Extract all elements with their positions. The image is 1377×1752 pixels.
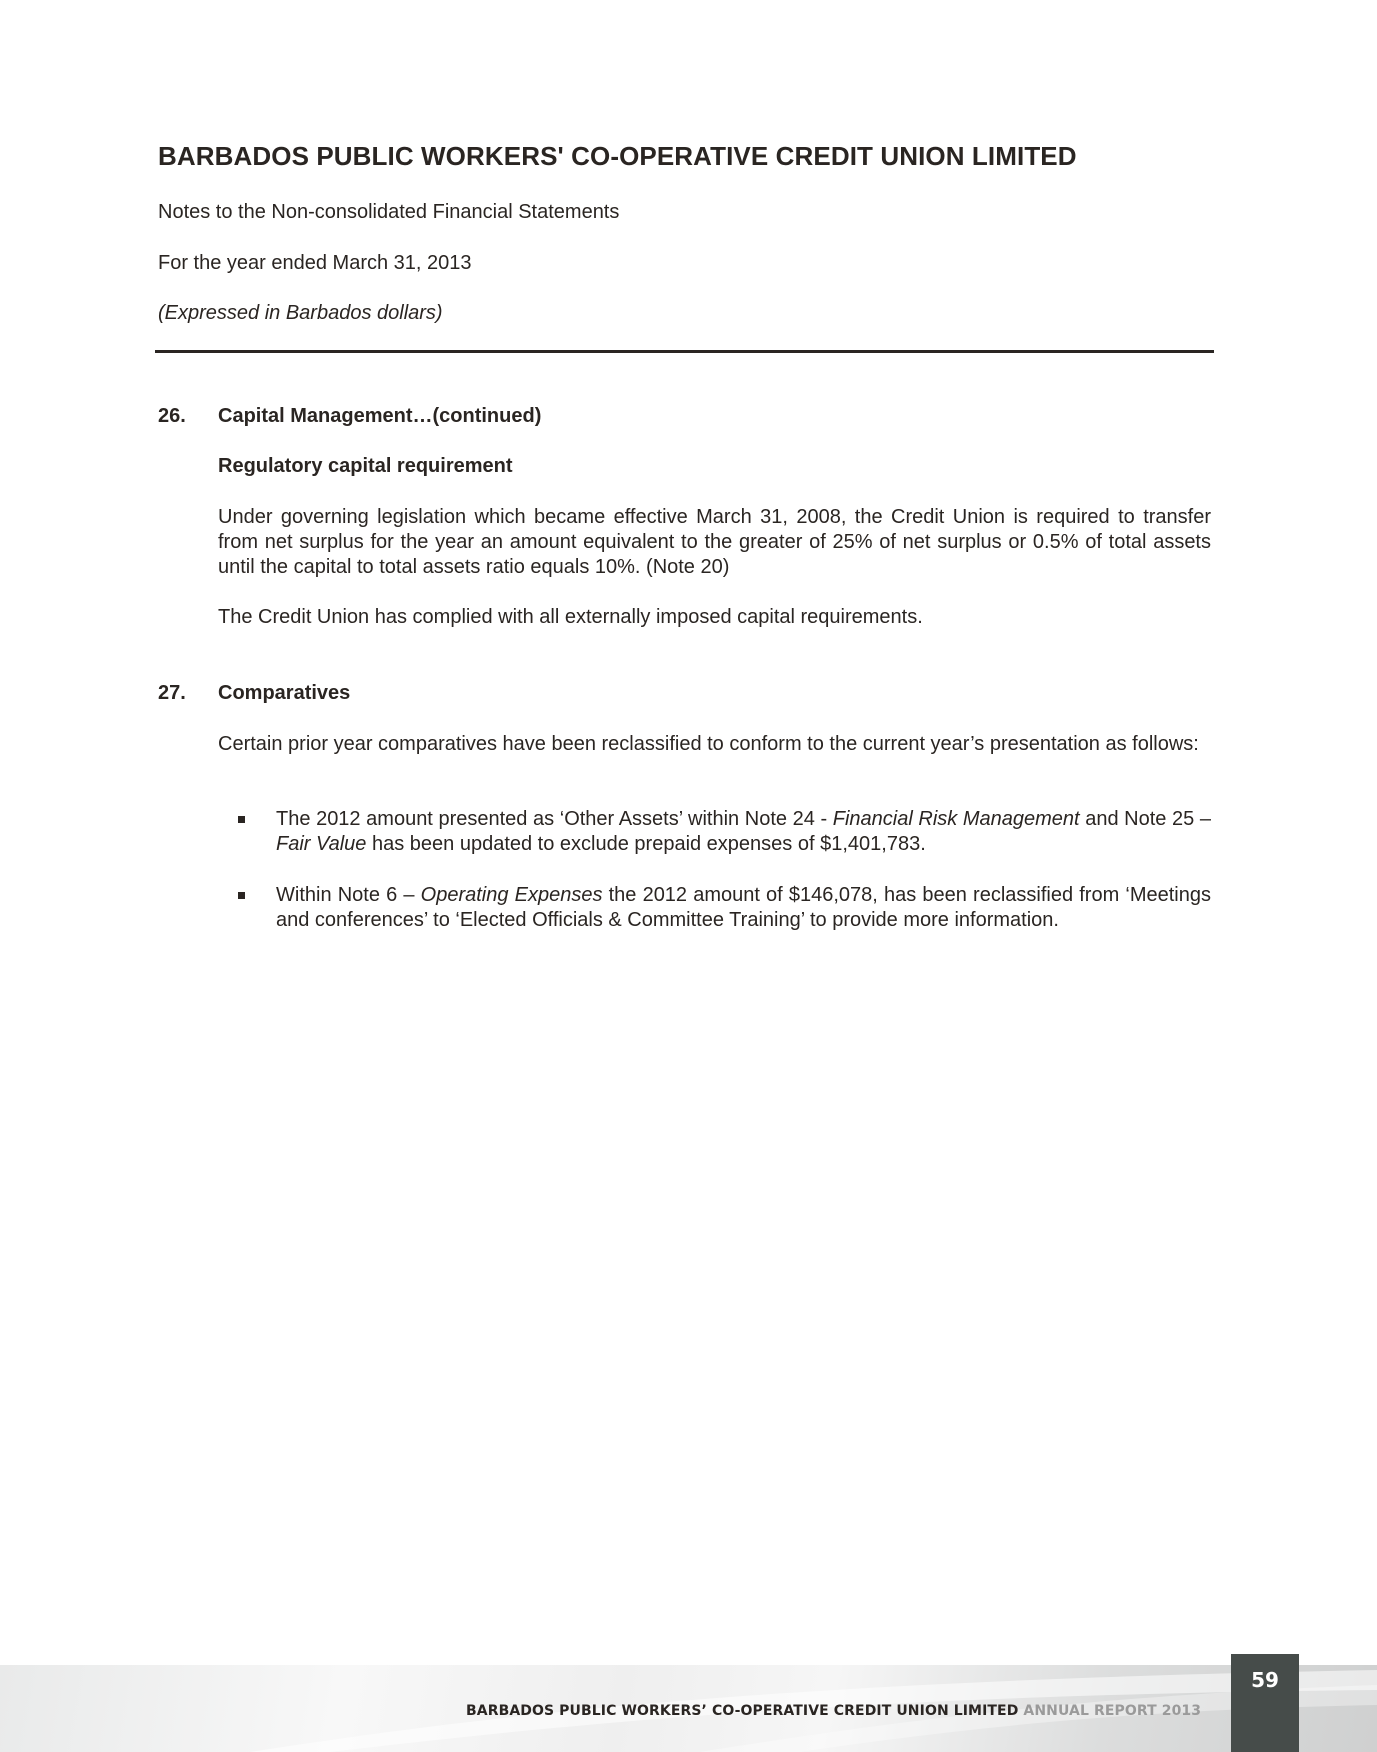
note-26-subheading: Regulatory capital requirement xyxy=(218,455,513,477)
note-26-paragraph-2: The Credit Union has complied with all externally imposed capital requirements. xyxy=(218,606,923,628)
note-27-bullet-1: The 2012 amount presented as ‘Other Assets’ within Note 24 - Financial Risk Management and Note 25 – Fair Value has been updated to exclude prepaid expenses of $1,401,783. xyxy=(276,808,1212,855)
note-27-heading: Comparatives xyxy=(218,682,351,704)
currency-note: (Expressed in Barbados dollars) xyxy=(158,302,443,324)
footer-org-name: BARBADOS PUBLIC WORKERS’ CO-OPERATIVE CREDIT UNION LIMITED xyxy=(466,1703,1019,1719)
bullet-marker xyxy=(238,892,245,899)
note-27-number: 27. xyxy=(158,682,186,704)
bullet-marker xyxy=(238,816,245,823)
page-number: 59 xyxy=(1251,1668,1279,1692)
note-27-bullet-2: Within Note 6 – Operating Expenses the 2012 amount of $146,078, has been reclassified from ‘Meetings and conferences’ to ‘Elected Officials & Committee Training’ to provide more information. xyxy=(276,884,1211,931)
footer-report-label: ANNUAL REPORT 2013 xyxy=(1018,1703,1202,1719)
note-26-paragraph-1: Under governing legislation which became effective March 31, 2008, the Credit Union is required to transfer from net surplus for the year an amount equivalent to the greater of 25% of net surplus or 0.5% of total assets until the capital to total assets ratio equals 10%. (Note 20) xyxy=(218,506,1211,578)
header-divider xyxy=(155,350,1214,353)
period-line: For the year ended March 31, 2013 xyxy=(158,252,472,274)
note-27-intro: Certain prior year comparatives have been reclassified to conform to the current year’s presentation as follows: xyxy=(218,733,1199,755)
note-26-heading: Capital Management…(continued) xyxy=(218,405,542,427)
note-26-number: 26. xyxy=(158,405,186,427)
page-title: BARBADOS PUBLIC WORKERS' CO-OPERATIVE CREDIT UNION LIMITED xyxy=(158,141,1077,171)
statement-subtitle: Notes to the Non-consolidated Financial Statements xyxy=(158,201,620,223)
footer-text xyxy=(466,1703,1201,1719)
page-number-tab xyxy=(1231,1654,1299,1752)
